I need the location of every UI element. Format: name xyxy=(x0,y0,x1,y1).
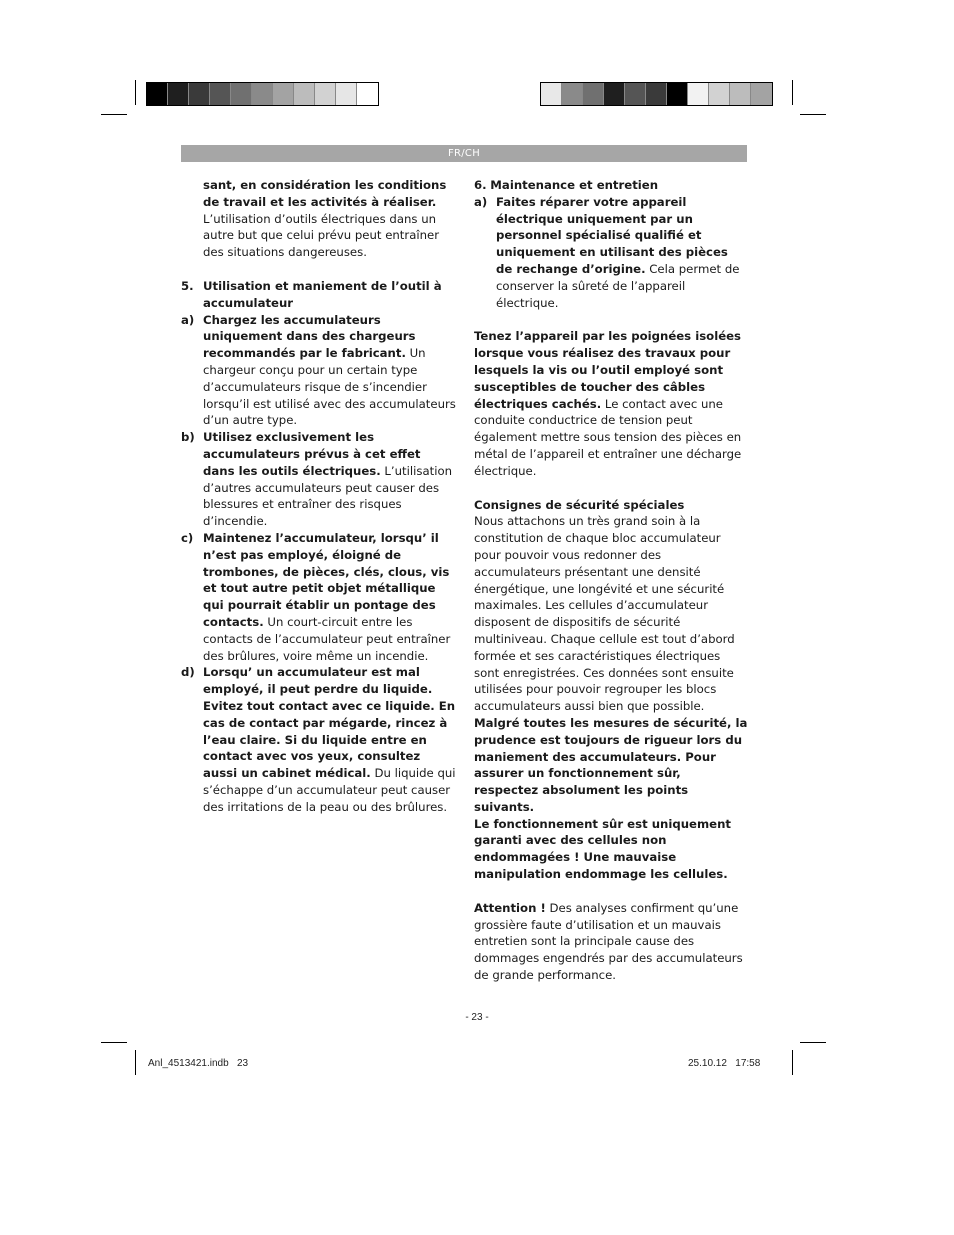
item-bold-text: Maintenez l’accumulateur, lorsqu’ il n’est pas employé, éloigné de trombones, de pièces, clés, clous, vis et tout autre petit objet métallique qui pourrait établir un pontage des contacts. xyxy=(203,530,450,629)
prudence-paragraph: Malgré toutes les mesures de sécurité, la prudence est toujours de rigueur lors du maniement des accumulateurs. Pour assurer un fonctionnement sûr, respectez absolument les points suivants. xyxy=(474,715,748,814)
language-header-band xyxy=(181,145,747,162)
crop-mark xyxy=(800,114,826,115)
section-title: Maintenance et entretien xyxy=(490,178,659,192)
paragraph-bold-text: Tenez l’appareil par les poignées isolées lorsque vous réalisez des travaux pour lesquels la vis ou l’outil employé sont susceptibles de toucher des câbles électriques cachés. xyxy=(474,329,742,411)
color-swatch xyxy=(231,83,252,105)
color-swatch xyxy=(709,83,730,105)
item-label: a) xyxy=(474,194,488,209)
color-swatch xyxy=(252,83,273,105)
crop-mark xyxy=(792,1050,793,1075)
section-title: Utilisation et maniement de l’outil à accumulateur xyxy=(203,278,442,310)
item-text: Un court-circuit entre les contacts de l’accumulateur peut entraîner des brûlures, voire même un incendie. xyxy=(203,614,451,663)
section-number: 5. xyxy=(181,278,194,293)
color-swatch xyxy=(583,83,604,105)
list-item-b xyxy=(181,429,456,530)
item-bold-text: Lorsqu’ un accumulateur est mal employé, il peut perdre du liquide. Evitez tout contact avec ce liquide. En cas de contact par mégarde, rincez à l’eau claire. Si du liquide entre en contact avec vos yeux, consultez aussi un cabinet médical. xyxy=(203,665,456,781)
item-text: Du liquide qui s’échappe d’un accumulateur peut causer des irritations de la peau ou des brûlures. xyxy=(203,766,456,814)
color-swatch xyxy=(294,83,315,105)
print-date: 25.10.12 17:58 xyxy=(688,1058,761,1069)
page-number: - 23 - xyxy=(465,1012,489,1023)
item-label: d) xyxy=(181,665,195,680)
color-swatch xyxy=(625,83,646,105)
color-swatch xyxy=(541,83,562,105)
color-swatch xyxy=(751,83,772,105)
color-swatch xyxy=(210,83,231,105)
item-bold-text: Faites réparer votre appareil électrique uniquement par un personnel spécialisé qualifié et uniquement en utilisant des pièces de rechange d’origine. xyxy=(496,194,728,276)
color-registration-bar-right xyxy=(540,82,773,106)
item-text: Cela permet de conserver la sûreté de l’appareil électrique. xyxy=(496,261,740,310)
section-5-heading xyxy=(181,278,456,312)
crop-mark xyxy=(101,1042,127,1043)
item-label: a) xyxy=(181,312,195,327)
color-swatch xyxy=(604,83,625,105)
list-item-d xyxy=(181,664,456,815)
color-swatch xyxy=(147,83,168,105)
color-swatch xyxy=(562,83,583,105)
list-item-a xyxy=(474,194,748,312)
crop-mark xyxy=(792,80,793,105)
color-swatch xyxy=(646,83,667,105)
left-column xyxy=(181,177,456,815)
attention-text: Des analyses confirment qu’une grossière faute d’utilisation et un mauvais entretien sont la principale cause des dommages engendrés par des accumulateurs de grande performance. xyxy=(474,900,743,983)
item-bold-text: Utilisez exclusivement les accumulateurs prévus à cet effet dans les outils électriques. xyxy=(203,430,421,478)
color-swatch xyxy=(273,83,294,105)
color-swatch xyxy=(189,83,210,105)
color-swatch xyxy=(688,83,709,105)
color-swatch xyxy=(730,83,751,105)
consignes-paragraph: Nous attachons un très grand soin à la constitution de chaque bloc accumulateur pour pouvoir vous redonner des accumulateurs présentant une densité énergétique, une longévité et une sécurité maximales. Les cellules d’accumulateur disposent de dispositifs de sécurité multiniveau. Chaque cellule est tout d’abord formée et ses caractéristiques électriques sont enregistrées. Ces données sont ensuite utilisées pour pouvoir regrouper les blocs accumulateurs aussi bien que possible. xyxy=(474,514,735,714)
intro-text: L’utilisation d’outils électriques dans un autre but que celui prévu peut entraîner des situations dangereuses. xyxy=(203,211,440,260)
list-item-c xyxy=(181,530,456,664)
safe-operation-paragraph: Le fonctionnement sûr est uniquement garanti avec des cellules non endommagées ! Une mauvaise manipulation endommage les cellules. xyxy=(474,816,731,882)
crop-mark xyxy=(101,114,127,115)
color-swatch xyxy=(336,83,357,105)
insulated-grip-paragraph xyxy=(474,328,748,479)
item-text: Un chargeur conçu pour un certain type d’accumulateurs risque de s’incendier lorsqu’il est utilisé avec des accumulateurs d’un autre type. xyxy=(203,346,456,428)
language-label: FR/CH xyxy=(447,148,481,159)
color-registration-bar-left xyxy=(146,82,379,106)
item-bold-text: Chargez les accumulateurs uniquement dans des chargeurs recommandés par le fabricant. xyxy=(203,312,416,361)
attention-paragraph xyxy=(474,900,748,984)
color-swatch xyxy=(667,83,688,105)
list-item-a xyxy=(181,312,456,430)
attention-label: Attention ! xyxy=(474,900,546,915)
consignes-heading: Consignes de sécurité spéciales xyxy=(474,497,685,512)
right-column xyxy=(474,177,748,984)
section-6-heading xyxy=(474,177,748,194)
item-label: c) xyxy=(181,530,194,545)
color-swatch xyxy=(315,83,336,105)
color-swatch xyxy=(168,83,189,105)
intro-paragraph xyxy=(181,177,456,261)
crop-mark xyxy=(800,1042,826,1043)
paragraph-text: Le contact avec une conduite conductrice de tension peut également mettre sous tension des pièces en métal de l’appareil et entraîner une décharge électrique. xyxy=(474,396,742,478)
file-name: Anl_4513421.indb 23 xyxy=(148,1058,249,1069)
item-label: b) xyxy=(181,430,195,445)
section-number: 6. xyxy=(474,178,487,192)
color-swatch xyxy=(357,83,378,105)
crop-mark xyxy=(135,1050,136,1075)
crop-mark xyxy=(135,80,136,105)
item-text: L’utilisation d’autres accumulateurs peut causer des blessures et entraîner des risques d’incendie. xyxy=(203,463,452,529)
intro-bold-text: sant, en considération les conditions de travail et les activités à réaliser. xyxy=(203,178,447,209)
